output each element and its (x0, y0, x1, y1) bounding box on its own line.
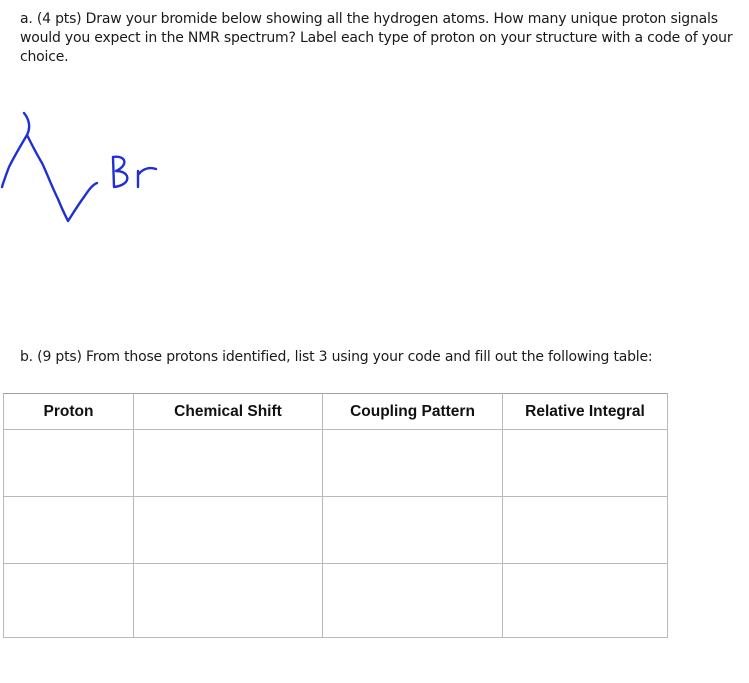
bromine-letter-b (113, 157, 127, 187)
question-a-prompt: a. (4 pts) Draw your bromide below showing all the hydrogen atoms. How many unique proton signals would you expect in the NMR spectrum? Label each type of proton on your structure with a code of your choice. (20, 11, 733, 65)
table-row (4, 564, 668, 638)
table-row (4, 430, 668, 497)
table-row (4, 497, 668, 564)
cell-relative-integral-1[interactable] (503, 430, 668, 497)
header-coupling-pattern: Coupling Pattern (323, 394, 503, 430)
bromine-letter-r (138, 168, 156, 187)
cell-coupling-pattern-3[interactable] (323, 564, 503, 638)
handwritten-bromide-structure (0, 105, 180, 235)
cell-chemical-shift-2[interactable] (134, 497, 323, 564)
cell-proton-3[interactable] (4, 564, 134, 638)
header-relative-integral: Relative Integral (503, 394, 668, 430)
cell-proton-1[interactable] (4, 430, 134, 497)
question-b-prompt: b. (9 pts) From those protons identified, list 3 using your code and fill out the following table: (20, 349, 653, 365)
cell-chemical-shift-3[interactable] (134, 564, 323, 638)
skeletal-bond-left (2, 135, 27, 187)
header-chemical-shift: Chemical Shift (134, 394, 323, 430)
header-proton: Proton (4, 394, 134, 430)
nmr-data-table (3, 393, 668, 638)
skeletal-bond-strokes (24, 113, 97, 221)
cell-proton-2[interactable] (4, 497, 134, 564)
cell-relative-integral-3[interactable] (503, 564, 668, 638)
cell-coupling-pattern-2[interactable] (323, 497, 503, 564)
cell-chemical-shift-1[interactable] (134, 430, 323, 497)
cell-coupling-pattern-1[interactable] (323, 430, 503, 497)
cell-relative-integral-2[interactable] (503, 497, 668, 564)
table-header-row (4, 394, 668, 430)
